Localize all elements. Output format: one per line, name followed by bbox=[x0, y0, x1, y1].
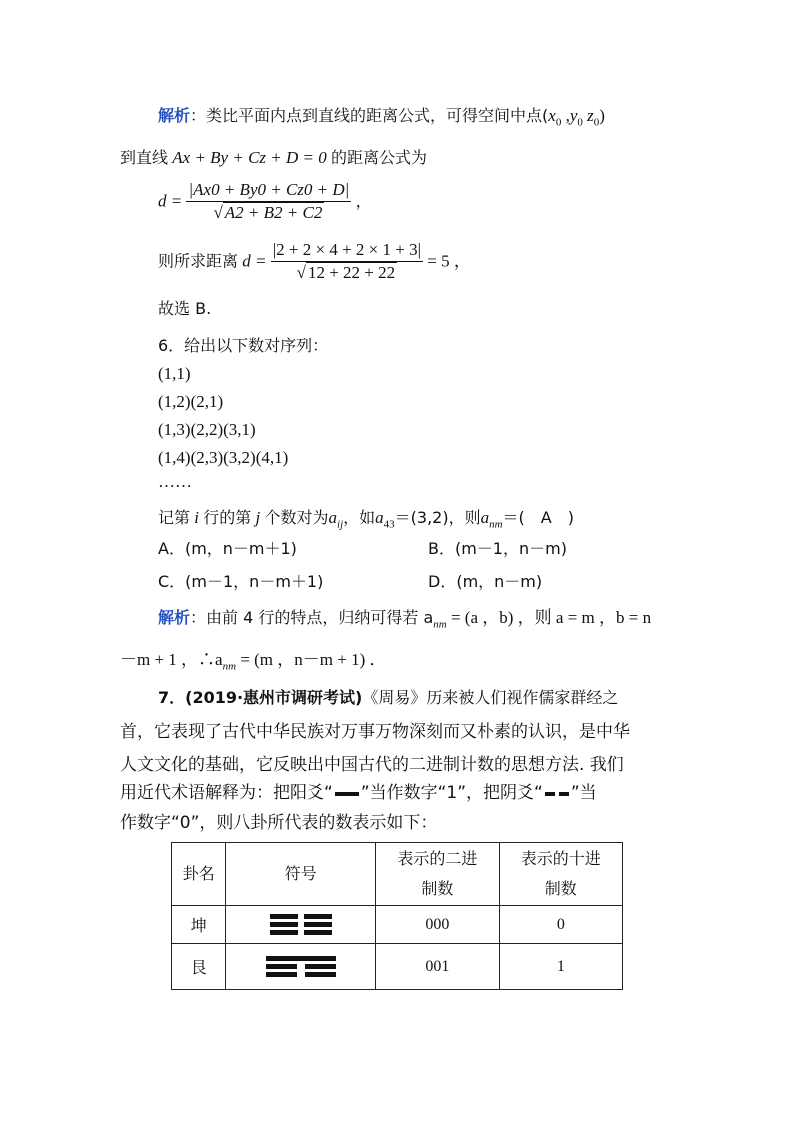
header-text: 制数 bbox=[544, 879, 577, 898]
table-row bbox=[172, 906, 623, 944]
text: 行的第 bbox=[203, 508, 252, 527]
text: ， bbox=[355, 191, 372, 211]
header-binary bbox=[376, 843, 499, 906]
text: 到直线 bbox=[120, 148, 169, 167]
text: = (m ，n－m + 1) ． bbox=[240, 650, 387, 669]
text: = (a ，b) ，则 a = m ，b = n bbox=[450, 608, 652, 627]
sequence-row: (1,4)(2,3)(3,2)(4,1) bbox=[158, 448, 289, 467]
header-name bbox=[172, 843, 226, 906]
y0-symbol: y bbox=[569, 106, 578, 125]
header-symbol bbox=[226, 843, 376, 906]
table-row bbox=[172, 944, 623, 990]
trigram-symbol-cell bbox=[226, 944, 376, 990]
text: 个数对为 bbox=[264, 508, 329, 527]
bagua-table bbox=[171, 842, 623, 990]
option-b: B．(m－1，n－m) bbox=[428, 539, 567, 558]
header-text: 表示的二进 bbox=[397, 849, 478, 868]
yang-line-icon bbox=[335, 792, 359, 796]
q6-analysis-line-2: －m + 1 ，$\therefore a_{nm} = (m$ ，n－m + 1) ． bbox=[120, 650, 387, 673]
q7-line-2: 首，它表现了古代中华民族对万事万物深刻而又朴素的认识，是中华 bbox=[120, 722, 630, 742]
q6-analysis-line-1: 解析：由前 4 行的特点，归纳可得若 $a_{nm} = (a$ ，b) ，则 a = m ，b = n bbox=[158, 608, 652, 631]
trigram-symbol-cell bbox=[226, 906, 376, 944]
kun-trigram-icon bbox=[270, 911, 332, 938]
binary-value: 001 bbox=[376, 944, 499, 990]
binary-value: 000 bbox=[376, 906, 499, 944]
analysis-text: ：类比平面内点到直线的距离公式，可得空间中点( bbox=[190, 106, 549, 125]
decimal-value: 1 bbox=[499, 944, 622, 990]
radicand: A2 + B2 + C2 bbox=[224, 203, 323, 222]
line-equation: Ax + By + Cz + D = 0 bbox=[172, 148, 327, 167]
d-symbol: d = bbox=[242, 251, 267, 271]
sequence-row: (1,2)(2,1) bbox=[158, 392, 224, 411]
yin-line-icon bbox=[559, 792, 569, 796]
header-text: 符号 bbox=[284, 864, 317, 883]
text: ＝(3,2)，则 bbox=[394, 508, 481, 527]
analysis-label: 解析 bbox=[158, 608, 191, 627]
calc-denominator: √ 12 + 22 + 22 bbox=[296, 263, 396, 282]
distance-formula bbox=[158, 180, 372, 230]
header-text: 卦名 bbox=[182, 864, 215, 883]
trigram-name: 艮 bbox=[172, 944, 226, 990]
sequence-row: …… bbox=[158, 472, 192, 491]
distance-calc bbox=[158, 240, 471, 290]
text: 记第 bbox=[158, 508, 191, 527]
text: ，如 bbox=[343, 508, 376, 527]
conclusion: 故选 B. bbox=[158, 299, 212, 318]
text: ：由前 4 行的特点，归纳可得若 a bbox=[190, 608, 434, 627]
x0-symbol: x bbox=[548, 106, 556, 125]
calc-numerator: |2 + 2 × 4 + 2 × 1 + 3| bbox=[271, 240, 423, 262]
text: 用近代术语解释为：把阳爻“ bbox=[120, 783, 333, 803]
header-text: 制数 bbox=[421, 879, 454, 898]
decimal-value: 0 bbox=[499, 906, 622, 944]
table-header-row bbox=[172, 843, 623, 906]
trigram-name: 坤 bbox=[172, 906, 226, 944]
analysis-line-2 bbox=[120, 148, 427, 168]
header-decimal bbox=[499, 843, 622, 906]
text: ”当 bbox=[570, 783, 597, 803]
option-d: D．(m，n－m) bbox=[428, 572, 543, 591]
q6-question: 记第 i 行的第 j 个数对为$a_{ij}$，如$a_{43}=(3,2)$，则$a_{nm}=$( A ) bbox=[158, 508, 574, 531]
z0-symbol: z bbox=[587, 106, 594, 125]
analysis-label: 解析 bbox=[158, 106, 191, 125]
formula-lhs: d = bbox=[158, 191, 183, 211]
q7-line-3: 人文文化的基础，它反映出中国古代的二进制计数的思想方法. 我们 bbox=[120, 755, 624, 775]
q7-line-4 bbox=[120, 783, 597, 803]
formula-fraction bbox=[186, 180, 351, 223]
text: 的距离公式为 bbox=[331, 148, 428, 167]
sequence-row: (1,1) bbox=[158, 364, 191, 383]
radicand: 12 + 22 + 22 bbox=[307, 263, 396, 282]
analysis-line-1: 解析：类比平面内点到直线的距离公式，可得空间中点($x_0$ $,y_0$ $z_0$) bbox=[158, 106, 605, 129]
answer: ＝( A ) bbox=[502, 508, 574, 527]
text: 则所求距离 bbox=[158, 251, 239, 271]
sequence-row: (1,3)(2,2)(3,1) bbox=[158, 420, 256, 439]
yin-line-icon bbox=[545, 792, 555, 796]
header-text: 表示的十进 bbox=[520, 849, 601, 868]
calc-fraction bbox=[271, 240, 423, 283]
q6-stem: 6．给出以下数对序列： bbox=[158, 336, 329, 355]
q7-line-5: 作数字“0”，则八卦所代表的数表示如下： bbox=[120, 813, 438, 833]
text: －m + 1 ，∴a bbox=[120, 650, 223, 669]
formula-numerator: |Ax0 + By0 + Cz0 + D| bbox=[186, 180, 351, 202]
option-c: C．(m－1，n－m＋1) bbox=[158, 572, 324, 591]
q7-line-1 bbox=[158, 688, 618, 708]
formula-denominator: √ A2 + B2 + C2 bbox=[213, 203, 323, 222]
text: ”当作数字“1”，把阴爻“ bbox=[360, 783, 543, 803]
gen-trigram-icon bbox=[266, 953, 336, 980]
text: 《周易》历来被人们视作儒家群经之 bbox=[362, 688, 619, 707]
q7-source: 7．(2019·惠州市调研考试) bbox=[158, 688, 363, 707]
option-a: A．(m，n－m＋1) bbox=[158, 539, 297, 558]
text: = 5 ， bbox=[427, 251, 471, 271]
